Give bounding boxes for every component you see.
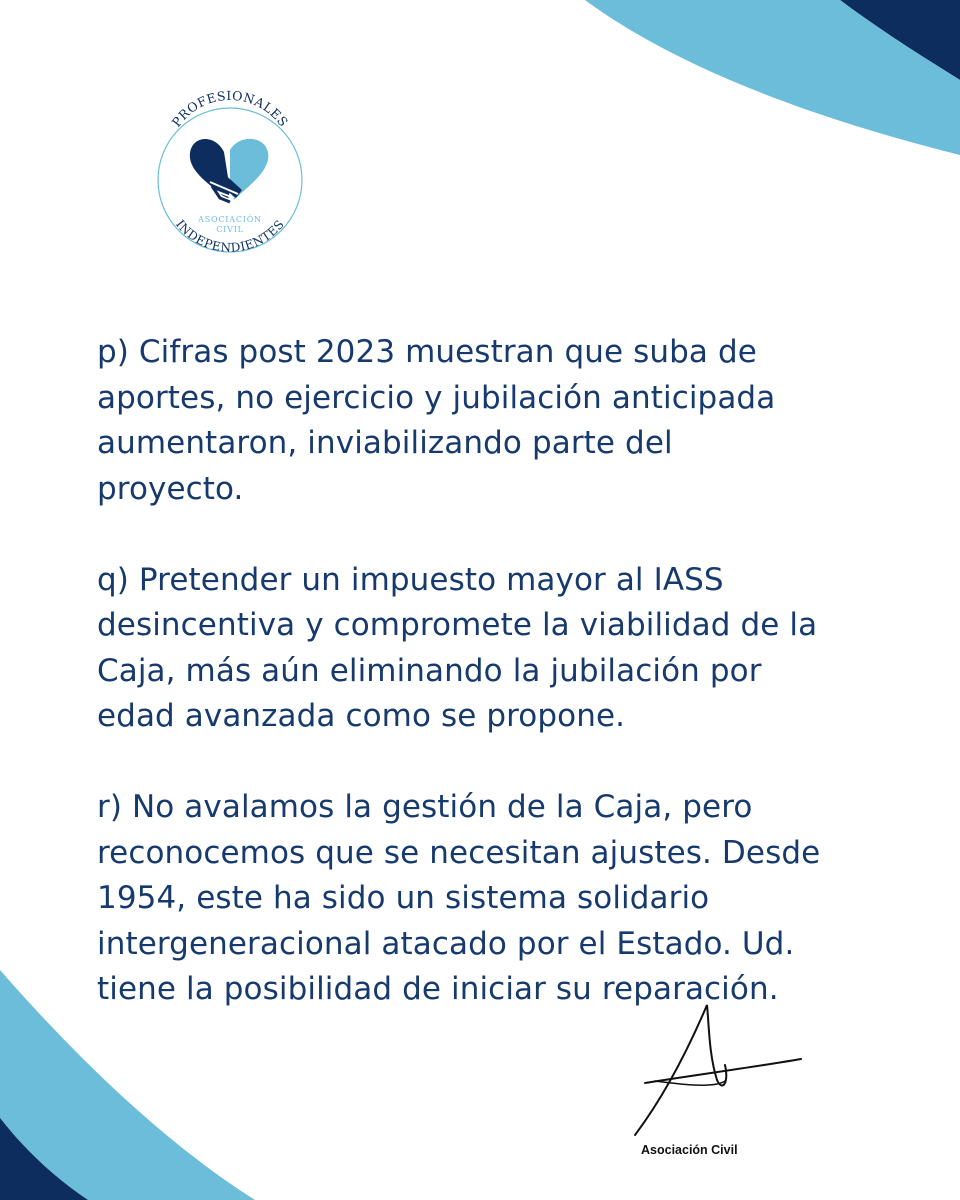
logo-text-asociacion: ASOCIACIÓN (198, 215, 262, 224)
logo-text-bottom: INDEPENDIENTES (173, 217, 288, 255)
logo-text-civil: CIVIL (216, 225, 244, 234)
paragraph-r: r) No avalamos la gestión de la Caja, pero reconocemos que se necesitan ajustes. Desde 1954, este ha sido un sistema solidario intergeneracional atacado por el Estado. Ud. tiene la posibilidad de iniciar su reparación. (97, 789, 821, 1007)
association-logo (150, 90, 310, 260)
paragraph-p: p) Cifras post 2023 muestran que suba de aportes, no ejercicio y jubilación anticipada aumentaron, inviabilizando parte del proyecto. (97, 334, 776, 507)
svg-text:PROFESIONALES (169, 90, 292, 130)
signature-icon (625, 995, 815, 1145)
paragraph-q: q) Pretender un impuesto mayor al IASS desincentiva y compromete la viabilidad de la Caja, más aún eliminando la jubilación por edad avanzada como se propone. (97, 561, 818, 734)
logo-text-top: PROFESIONALES (168, 90, 292, 130)
letter-body (97, 330, 897, 1058)
handshake-heart-icon (190, 139, 268, 202)
signature-caption: Asociación Civil (641, 1143, 738, 1157)
